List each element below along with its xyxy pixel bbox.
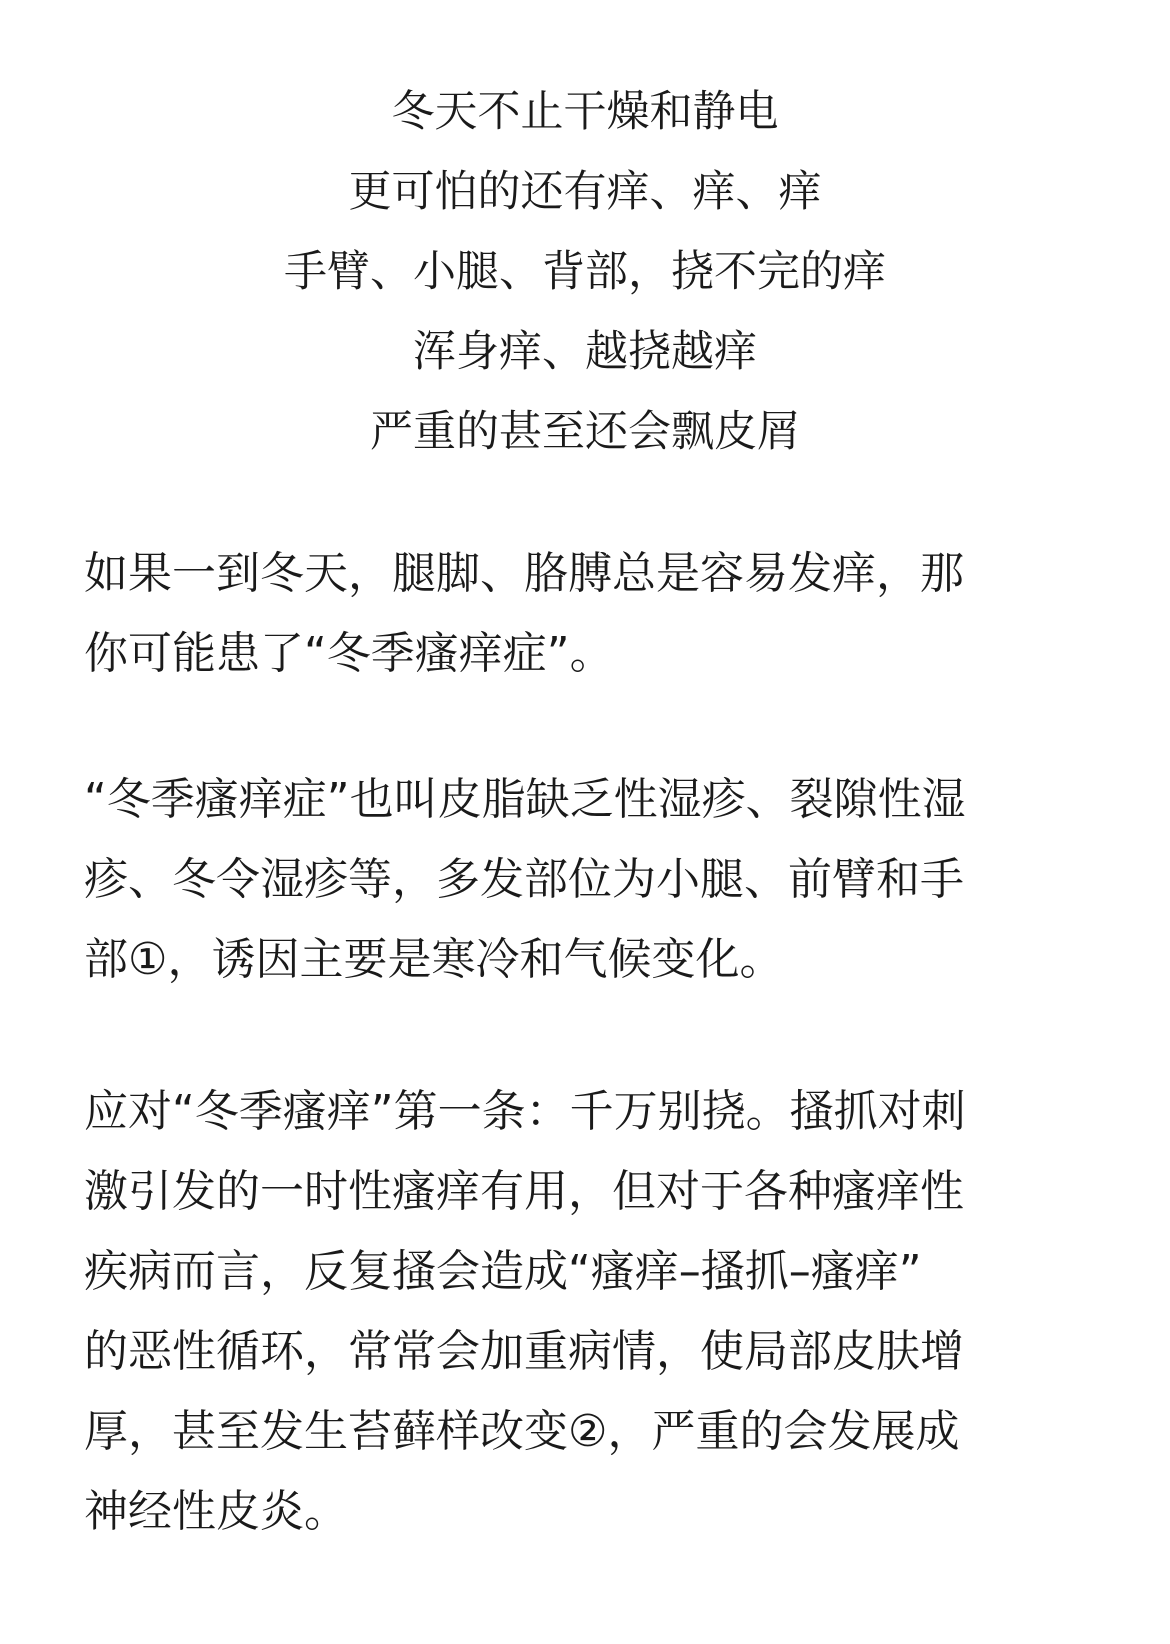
- paragraph-line: 激引发的一时性瘙痒有用，但对于各种瘙痒性: [84, 1166, 964, 1217]
- paragraph-line: 疹、冬令湿疹等，多发部位为小腿、前臂和手: [84, 854, 964, 905]
- intro-line: 严重的甚至还会飘皮屑: [370, 407, 800, 457]
- paragraph-line: 如果一到冬天，腿脚、胳膊总是容易发痒，那: [84, 548, 964, 599]
- paragraph-definition: [84, 760, 1094, 1000]
- paragraph-winter-itch-intro: [84, 534, 1094, 694]
- paragraph-line: 的恶性循环，常常会加重病情，使局部皮肤增: [84, 1326, 964, 1377]
- paragraph-line: 应对“冬季瘙痒”第一条：千万别挠。搔抓对刺: [84, 1086, 966, 1137]
- intro-line: 冬天不止干燥和静电: [391, 87, 779, 137]
- paragraph-line: 神经性皮炎。: [84, 1486, 348, 1537]
- paragraph-line: “冬季瘙痒症”也叫皮脂缺乏性湿疹、裂隙性湿: [84, 774, 966, 825]
- intro-line: 更可怕的还有痒、痒、痒: [348, 167, 822, 217]
- intro-line: 浑身痒、越挠越痒: [413, 327, 757, 377]
- paragraph-line: 你可能患了“冬季瘙痒症”。: [84, 628, 614, 679]
- paragraph-dont-scratch: [84, 1072, 1094, 1552]
- paragraph-line: 部①，诱因主要是寒冷和气候变化。: [84, 934, 784, 985]
- paragraph-line: 厚，甚至发生苔藓样改变②，严重的会发展成: [84, 1406, 960, 1457]
- intro-verse: [0, 72, 1170, 472]
- intro-line: 手臂、小腿、背部，挠不完的痒: [284, 247, 886, 297]
- paragraph-line: 疾病而言，反复搔会造成“瘙痒–搔抓–瘙痒”: [84, 1246, 922, 1297]
